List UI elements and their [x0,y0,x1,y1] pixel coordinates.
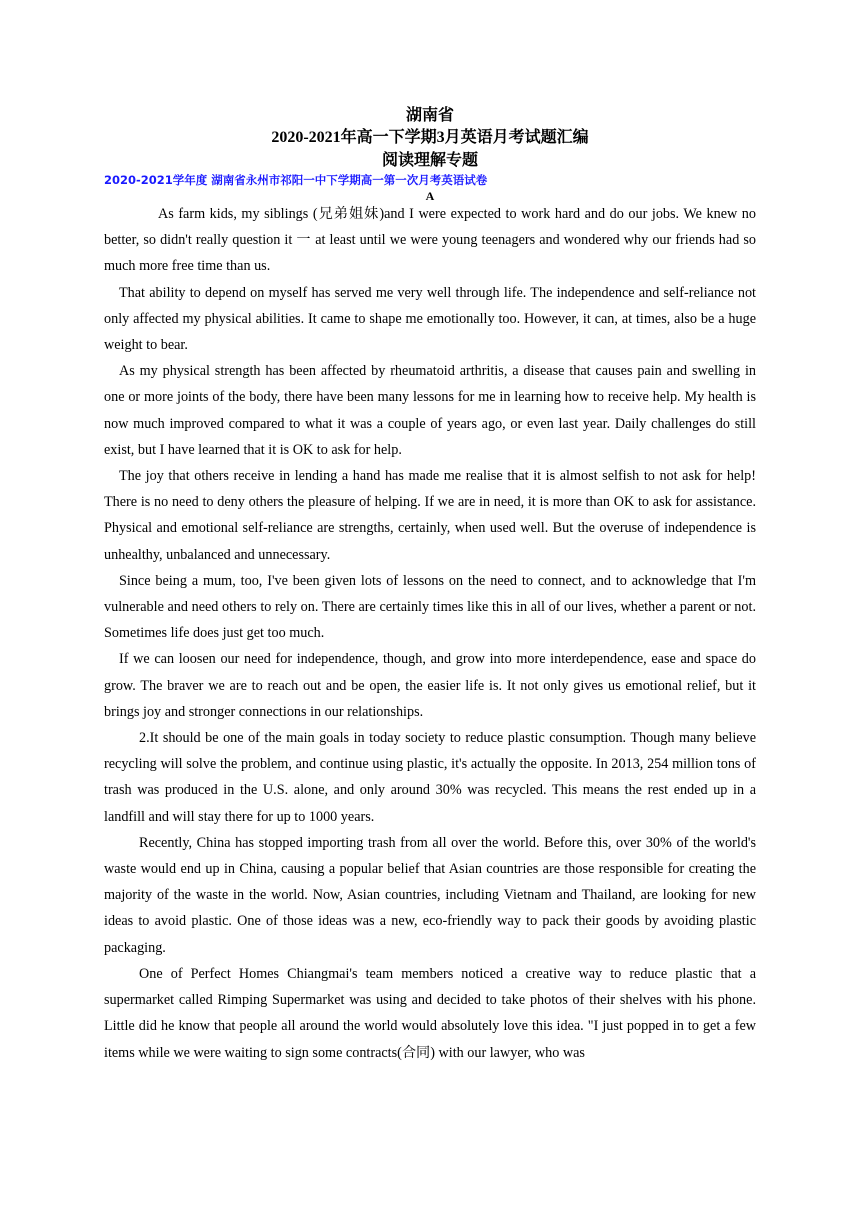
paragraph: Recently, China has stopped importing trash from all over the world. Before this, over 30% of the world's waste would end up in China, causing a popular belief that Asian countries are those responsible for creating the majority of the waste in the world. Now, Asian countries, including Vietnam and Thailand, are looking for new ideas to avoid plastic. One of those ideas was a new, eco-friendly way to pack their goods by avoiding plastic packaging. [104,834,756,956]
paragraph: If we can loosen our need for independence, though, and grow into more interdependence, ease and space do grow. The braver we are to reach out and be open, the easier life is. It not only gives us emotional relief, but it brings joy and stronger connections in our relationships. [104,651,756,720]
paragraph: One of Perfect Homes Chiangmai's team members noticed a creative way to reduce plastic that a supermarket called Rimping Supermarket was using and decided to take photos of their shelves with his phone. Little did he know that people all around the world would absolutely love this idea. "I just popped in to get a few items while we were waiting to sign some contracts(合同) with our lawyer, who was [104,965,756,1061]
paragraph: As farm kids, my siblings (兄弟姐妹)and I were expected to work hard and do our jobs. We knew no better, so didn't really question it 一 at least until we were young teenagers and wondered why our friends had so much more free time than us. [104,206,756,275]
document-subtitle: 阅读理解专题 [381,152,478,169]
exam-source-line: 2020-2021学年度 湖南省永州市祁阳一中下学期高一第一次月考英语试卷 [104,173,488,187]
passage-label: A [425,189,435,203]
document-title: 2020-2021年高一下学期3月英语月考试题汇编 [271,129,589,146]
paragraph: 2.It should be one of the main goals in today society to reduce plastic consumption. Though many believe recycling will solve the problem, and continue using plastic, it's actually the opposite. In 2013, 254 million tons of trash was produced in the U.S. alone, and only around 30% was recycled. This means the rest ended up in a landfill and will stay there for up to 1000 years. [104,730,756,825]
paragraph: The joy that others receive in lending a hand has made me realise that it is almost selfish to not ask for help! There is no need to deny others the pleasure of helping. If we are in need, it is more than OK to ask for assistance. Physical and emotional self-reliance are strengths, certainly, when used well. But the overuse of independence is unhealthy, unbalanced and unnecessary. [104,468,756,563]
paragraph: Since being a mum, too, I've been given lots of lessons on the need to connect, and to acknowledge that I'm vulnerable and need others to rely on. There are certainly times like this in all of our lives, whether a parent or not. Sometimes life does just get too much. [104,572,756,642]
paragraph: As my physical strength has been affected by rheumatoid arthritis, a disease that causes pain and swelling in one or more joints of the body, there have been many lessons for me in learning how to receive help. My health is now much improved compared to what it was a couple of years ago, or even last year. Daily challenges do still exist, but I have learned that it is OK to ask for help. [104,363,756,458]
passage-body [104,201,756,1066]
province-heading: 湖南省 [405,107,454,124]
paragraph: That ability to depend on myself has served me very well through life. The independence and self-reliance not only affected my physical abilities. It came to shape me emotionally too. However, it can, at times, also be a huge weight to bear. [104,284,756,354]
